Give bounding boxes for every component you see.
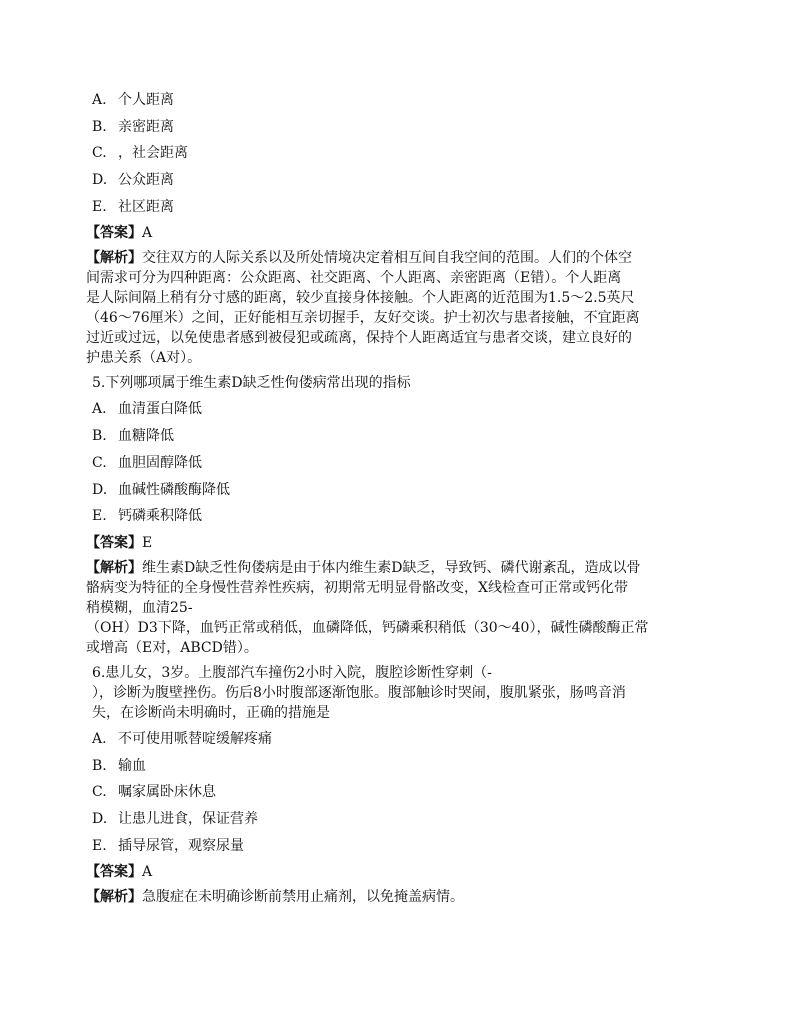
q5-stem: 5.下列哪项属于维生素D缺乏性佝偻病常出现的指标 — [92, 375, 411, 392]
q6-options — [92, 729, 704, 856]
q6-option-e — [92, 836, 704, 856]
option-letter: E. — [92, 198, 107, 215]
stem-line: ），诊断为腹壁挫伤。伤后8小时腹部逐渐饱胀。腹部触诊时哭闹，腹肌紧张，肠鸣音消 — [92, 684, 626, 701]
analysis-line: （OH）D3下降，血钙正常或稍低，血磷降低，钙磷乘积稍低（30～40），碱性磷酸酶正常 — [86, 619, 649, 636]
analysis-line: （46～76厘米）之间，正好能相互亲切握手，友好交谈。护士初次与患者接触，不宜距离 — [86, 310, 640, 327]
analysis-label: 【解析】 — [86, 559, 142, 576]
q4-answer — [86, 223, 704, 243]
option-text: 公众距离 — [118, 172, 174, 189]
option-letter: B. — [92, 757, 107, 774]
q5-option-b — [92, 426, 704, 446]
option-letter: C. — [92, 784, 107, 801]
answer-value: A — [142, 864, 153, 881]
analysis-line: 【解析】交往双方的人际关系以及所处情境决定着相互间自我空间的范围。人们的个体空 — [86, 250, 632, 267]
option-letter: B. — [92, 118, 107, 135]
answer-label: 【答案】 — [86, 225, 142, 242]
option-text: 血碱性磷酸酶降低 — [118, 481, 230, 498]
analysis-line: 间需求可分为四种距离：公众距离、社交距离、个人距离、亲密距离（E错）。个人距离 — [86, 270, 622, 287]
analysis-line: 是人际间隔上稍有分寸感的距离，较少直接身体接触。个人距离的近范围为1.5～2.5英尺 — [86, 290, 635, 307]
q4-analysis — [86, 248, 704, 368]
option-text: 嘱家属卧床休息 — [118, 784, 216, 801]
option-letter: C. — [92, 454, 107, 471]
option-text: 血胆固醇降低 — [118, 454, 202, 471]
q6-answer — [86, 862, 704, 882]
analysis-line: 【解析】维生素D缺乏性佝偻病是由于体内维生素D缺乏，导致钙、磷代谢紊乱，造成以骨 — [86, 559, 641, 576]
analysis-label: 【解析】 — [86, 889, 142, 906]
q4-option-c — [92, 143, 704, 163]
q4-option-b — [92, 117, 704, 137]
option-letter: D. — [92, 172, 108, 189]
option-letter: E. — [92, 837, 107, 854]
q4-options — [92, 90, 704, 217]
option-text: 个人距离 — [118, 92, 174, 108]
option-text: ，社会距离 — [118, 145, 188, 162]
option-text: 钙磷乘积降低 — [118, 508, 202, 525]
option-letter: C. — [92, 145, 107, 162]
q5-analysis — [86, 558, 704, 658]
document-page — [86, 90, 704, 912]
stem-line: 6.患儿女，3岁。上腹部汽车撞伤2小时入院，腹腔诊断性穿刺（- — [92, 664, 492, 681]
analysis-line: 护患关系（A对）。 — [86, 350, 202, 367]
option-letter: A. — [92, 92, 107, 108]
q6-option-b — [92, 756, 704, 776]
option-text: 不可使用哌替啶缓解疼痛 — [118, 730, 272, 747]
option-letter: D. — [92, 810, 108, 827]
q4-option-d — [92, 170, 704, 190]
analysis-line: 【解析】急腹症在未明确诊断前禁用止痛剂，以免掩盖病情。 — [86, 889, 464, 906]
analysis-line: 或增高（E对，ABCD错）。 — [86, 639, 258, 656]
q5-option-e — [92, 506, 704, 526]
option-text: 血清蛋白降低 — [118, 401, 202, 418]
answer-label: 【答案】 — [86, 534, 142, 551]
q5-option-d — [92, 480, 704, 500]
q5-options — [92, 399, 704, 526]
option-letter: E. — [92, 508, 107, 525]
q5-answer — [86, 533, 704, 553]
option-text: 社区距离 — [118, 198, 174, 215]
option-letter: A. — [92, 730, 107, 747]
q4-option-e — [92, 197, 704, 217]
analysis-line: 骼病变为特征的全身慢性营养性疾病，初期常无明显骨骼改变，X线检查可正常或钙化带 — [86, 579, 628, 596]
answer-value: A — [142, 225, 153, 242]
q6-option-a — [92, 729, 704, 749]
analysis-label: 【解析】 — [86, 250, 142, 267]
option-text: 血糖降低 — [118, 428, 174, 445]
option-letter: A. — [92, 401, 107, 418]
q4-option-a — [92, 90, 704, 110]
q6-option-d — [92, 809, 704, 829]
option-text: 让患儿进食，保证营养 — [118, 810, 258, 827]
option-letter: D. — [92, 481, 108, 498]
q5-option-c — [92, 453, 704, 473]
analysis-line: 过近或过远，以免使患者感到被侵犯或疏离，保持个人距离适宜与患者交谈，建立良好的 — [86, 330, 632, 347]
stem-line: 失，在诊断尚未明确时，正确的措施是 — [92, 704, 330, 721]
option-text: 亲密距离 — [118, 118, 174, 135]
option-text: 输血 — [118, 757, 146, 774]
option-text: 插导尿管，观察尿量 — [118, 837, 244, 854]
analysis-line: 稍模糊，血清25- — [86, 599, 193, 616]
q6-option-c — [92, 782, 704, 802]
q6-stem — [92, 663, 704, 723]
option-letter: B. — [92, 428, 107, 445]
q6-analysis — [86, 887, 704, 907]
answer-label: 【答案】 — [86, 864, 142, 881]
q5-option-a — [92, 399, 704, 419]
answer-value: E — [142, 534, 153, 551]
